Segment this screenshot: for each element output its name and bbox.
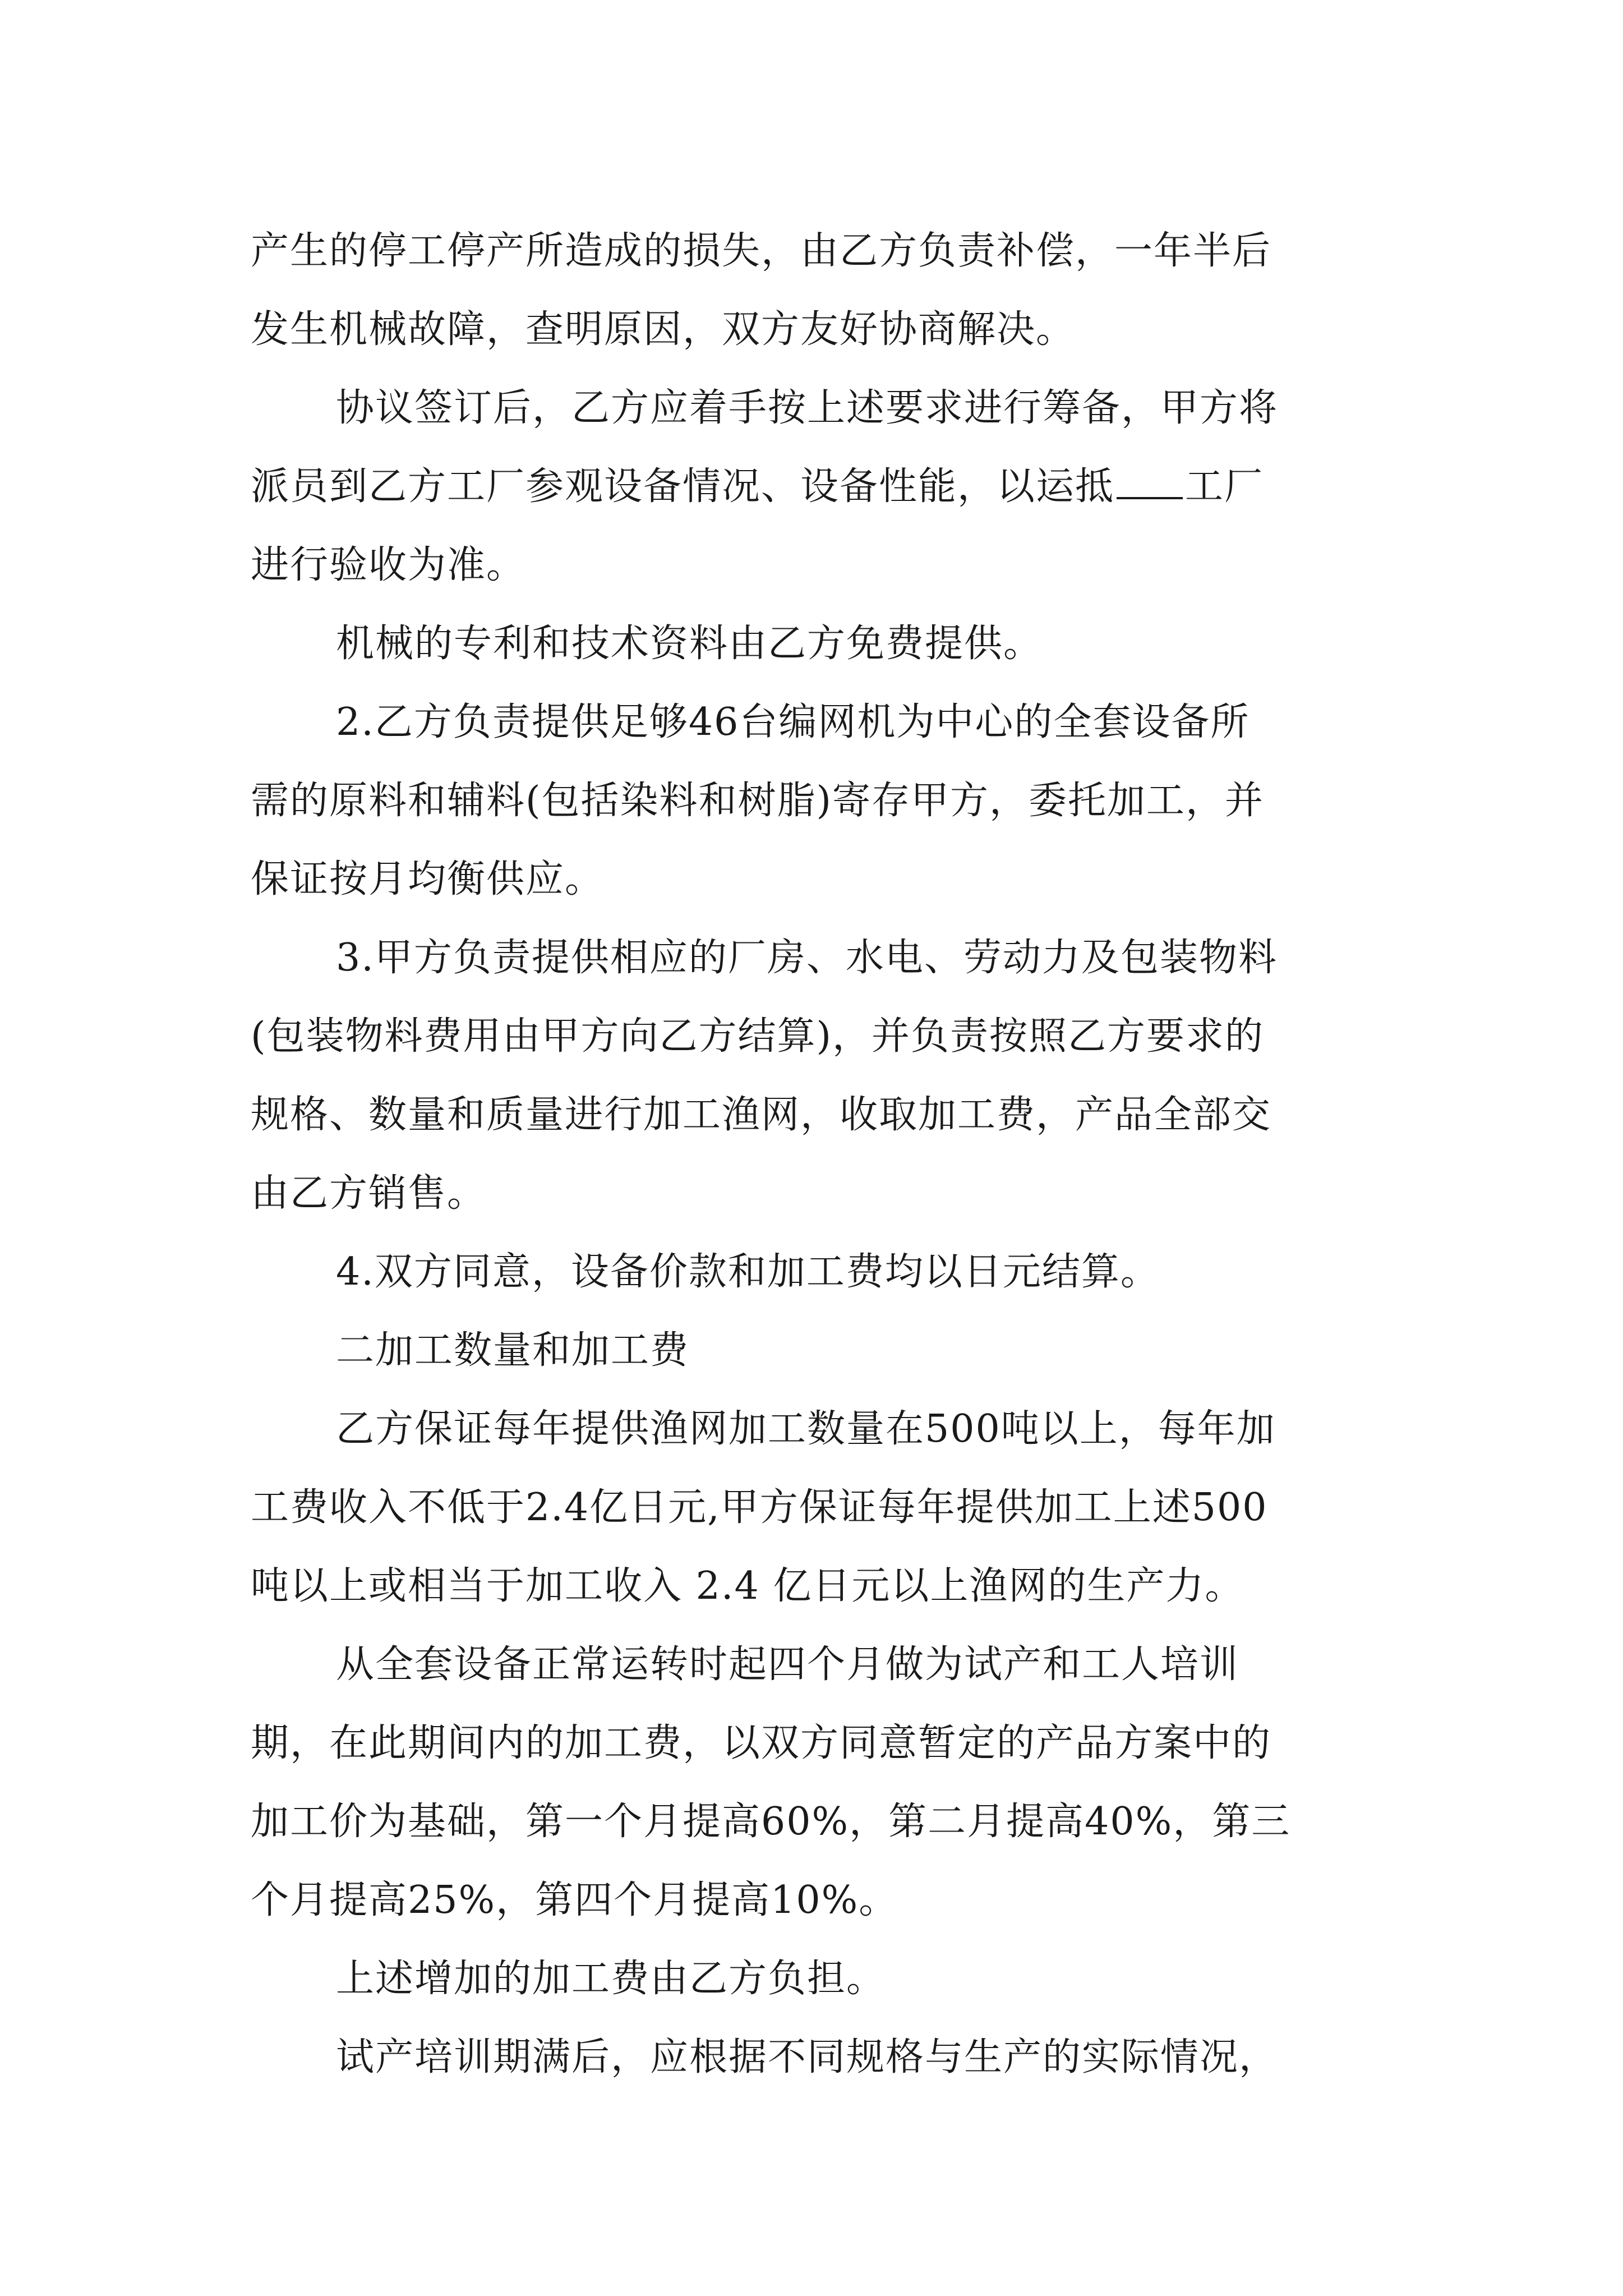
- text-line: 从全套设备正常运转时起四个月做为试产和工人培训: [336, 1642, 1239, 1687]
- text-line: 加工价为基础，第一个月提高60%，第二月提高40%，第三: [251, 1800, 1291, 1844]
- text-line: 规格、数量和质量进行加工渔网，收取加工费，产品全部交: [251, 1093, 1272, 1137]
- text-line: (包装物料费用由甲方向乙方结算)，并负责按照乙方要求的: [251, 1014, 1265, 1059]
- text-line: 2.乙方负责提供足够46台编网机为中心的全套设备所: [336, 700, 1250, 744]
- text-line: 产生的停工停产所造成的损失，由乙方负责补偿，一年半后: [251, 229, 1272, 273]
- text-line: 由乙方销售。: [251, 1171, 487, 1216]
- text-line: 个月提高25%，第四个月提高10%。: [251, 1878, 898, 1922]
- text-line: 乙方保证每年提供渔网加工数量在500吨以上，每年加: [336, 1407, 1276, 1451]
- text-line: 工费收入不低于2.4亿日元,甲方保证每年提供加工上述500: [251, 1485, 1268, 1530]
- text-line: 发生机械故障，查明原因，双方友好协商解决。: [251, 307, 1076, 352]
- text-line: 机械的专利和技术资料由乙方免费提供。: [336, 622, 1043, 666]
- text-line: 3.甲方负责提供相应的厂房、水电、劳动力及包装物料: [336, 936, 1278, 980]
- text-segment: 工厂: [1185, 464, 1264, 509]
- section-heading: 二加工数量和加工费: [336, 1328, 690, 1373]
- text-line: 试产培训期满后，应根据不同规格与生产的实际情况，: [336, 2035, 1279, 2079]
- text-segment: 派员到乙方工厂参观设备情况、设备性能，以运抵: [251, 464, 1115, 509]
- text-line: 4.双方同意，设备价款和加工费均以日元结算。: [336, 1250, 1160, 1294]
- text-line: 需的原料和辅料(包括染料和树脂)寄存甲方，委托加工，并: [251, 779, 1265, 823]
- fill-in-blank: [1117, 458, 1183, 499]
- text-line: 期，在此期间内的加工费，以双方同意暂定的产品方案中的: [251, 1721, 1272, 1765]
- text-line: 协议签订后，乙方应着手按上述要求进行筹备，甲方将: [336, 386, 1279, 430]
- document-body: [251, 212, 1372, 2097]
- text-line: 吨以上或相当于加工收入 2.4 亿日元以上渔网的生产力。: [251, 1564, 1244, 1608]
- text-line: 上述增加的加工费由乙方负担。: [336, 1957, 886, 2001]
- text-line-with-blank: [251, 448, 1372, 526]
- text-line: 进行验收为准。: [251, 543, 526, 587]
- text-line: 保证按月均衡供应。: [251, 857, 605, 901]
